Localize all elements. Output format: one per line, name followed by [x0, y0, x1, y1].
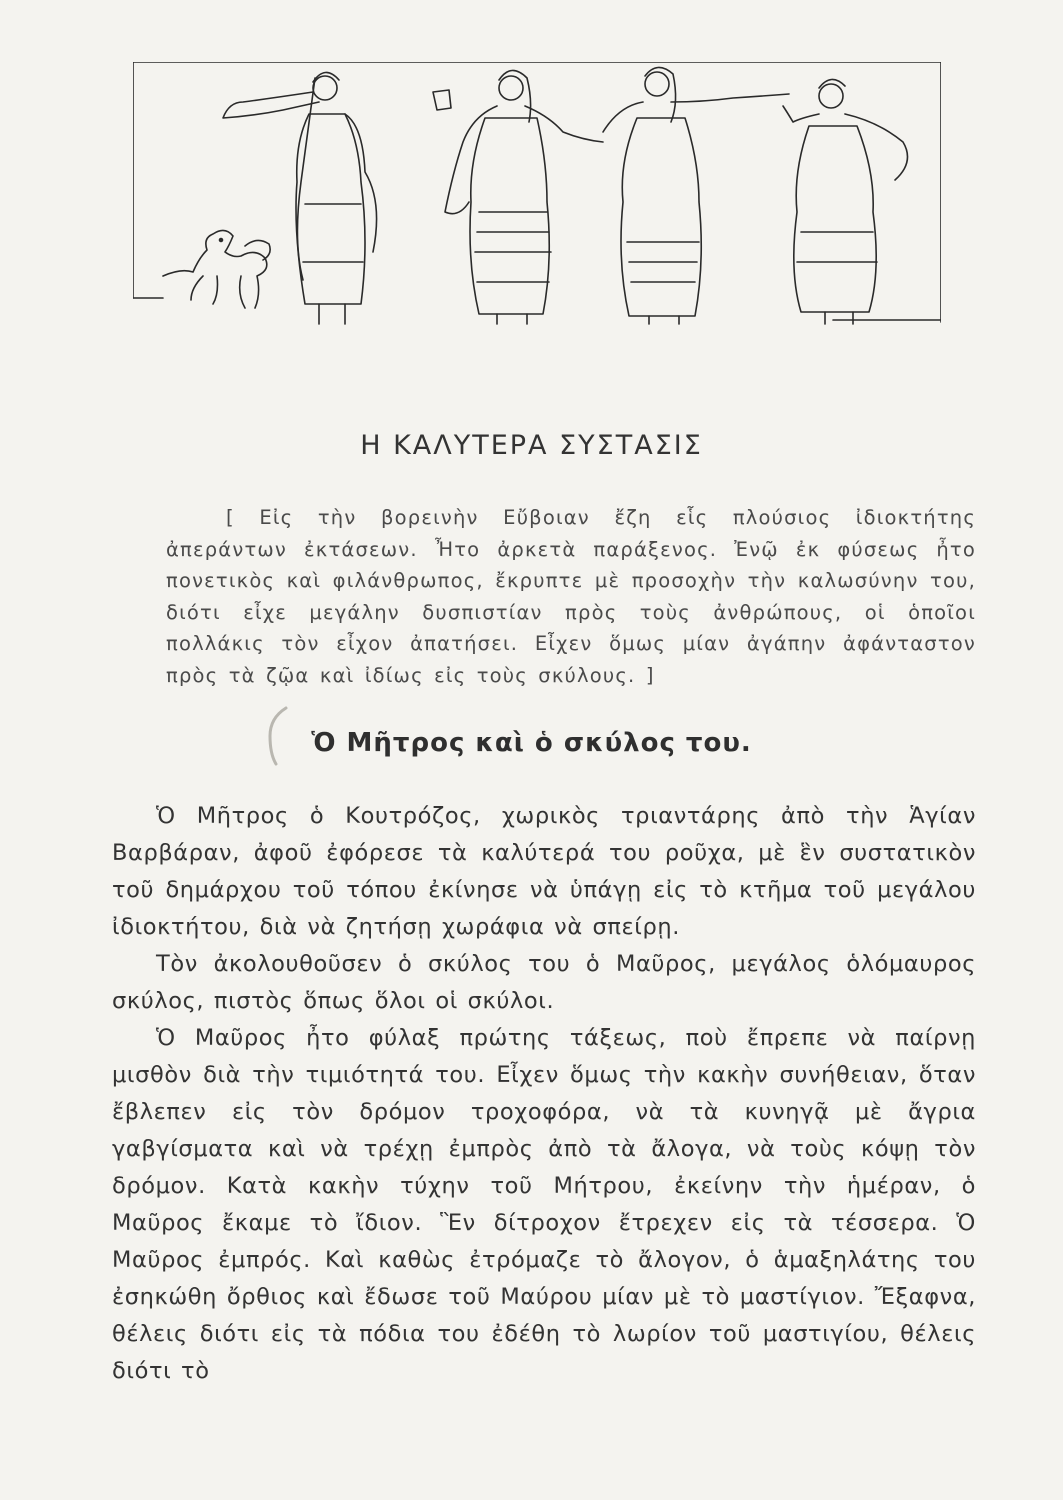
story-title: Ὁ Μῆτρος καὶ ὁ σκύλος του. [311, 728, 752, 758]
dancer-figure-2 [433, 70, 603, 324]
dog-figure [163, 230, 270, 308]
dancer-figure-3 [603, 67, 789, 324]
dancer-figure-4 [783, 79, 908, 324]
story-paragraph-1: Ὁ Μῆτρος ὁ Κουτρόζος, χωρικὸς τριαντάρης ἀπὸ τὴν Ἁγίαν Βαρβάραν, ἀφοῦ ἐφόρεσε τὰ καλύτερά του ροῦχα, μὲ ἓν συστατικὸν τοῦ δημάρχου τοῦ τόπου ἐκίνησε νὰ ὑπάγῃ εἰς τὸ κτῆμα τοῦ μεγάλου ἰδιοκτήτου, διὰ νὰ ζητήσῃ χωράφια νὰ σπείρῃ. [112, 803, 976, 940]
header-illustration-dancers [133, 62, 941, 326]
intro-paragraph: [ Εἰς τὴν βορεινὴν Εὔβοιαν ἔζη εἷς πλούσιος ἰδιοκτήτης ἀπεράντων ἐκτάσεων. Ἦτο ἀρκετὰ παράξενος. Ἐνῷ ἐκ φύσεως ἦτο πονετικὸς καὶ φιλάνθρωπος, ἔκρυπτε μὲ προσοχὴν τὴν καλωσύνην του, διότι εἶχε μεγάλην δυσπιστίαν πρὸς τοὺς ἀνθρώπους, οἱ ὁποῖοι πολλάκις τὸν εἶχον ἀπατήσει. Εἶχεν ὅμως μίαν ἀγάπην ἀφάνταστον πρὸς τὰ ζῷα καὶ ἰδίως εἰς τοὺς σκύλους. ] [166, 506, 976, 687]
dancer-figure-1 [223, 72, 377, 324]
story-paragraph-3: Ὁ Μαῦρος ἦτο φύλαξ πρώτης τάξεως, ποὺ ἔπρεπε νὰ παίρνῃ μισθὸν διὰ τὴν τιμιότητά του. Εἶχεν ὅμως τὴν κακὴν συνήθειαν, ὅταν ἔβλεπεν εἰς τὸν δρόμον τροχοφόρα, νὰ τὰ κυνηγᾷ μὲ ἄγρια γαβγίσματα καὶ νὰ τρέχῃ ἐμπρὸς ἀπὸ τὰ ἄλογα, νὰ τοὺς κόψῃ τὸν δρόμον. Κατὰ κακὴν τύχην τοῦ Μήτρου, ἐκείνην τὴν ἡμέραν, ὁ Μαῦρος ἔκαμε τὸ ἴδιον. Ἓν δίτροχον ἔτρεχεν εἰς τὰ τέσσερα. Ὁ Μαῦρος ἐμπρός. Καὶ καθὼς ἐτρόμαζε τὸ ἄλογον, ὁ ἁμαξηλάτης του ἐσηκώθη ὄρθιος καὶ ἔδωσε τοῦ Μαύρου μίαν μὲ τὸ μαστίγιον. Ἔξαφνα, θέλεις διότι εἰς τὰ πόδια του ἐδέθη τὸ λωρίον τοῦ μαστιγίου, θέλεις διότι τὸ [112, 1025, 976, 1384]
section-title: Η ΚΑΛΥΤΕΡΑ ΣΥΣΤΑΣΙΣ [360, 430, 703, 461]
story-body [112, 798, 976, 1390]
story-paragraph-2: Τὸν ἀκολουθοῦσεν ὁ σκύλος του ὁ Μαῦρος, μεγάλος ὁλόμαυρος σκύλος, πιστὸς ὅπως ὅλοι οἱ σκύλοι. [112, 951, 976, 1014]
intro-note [166, 502, 976, 691]
